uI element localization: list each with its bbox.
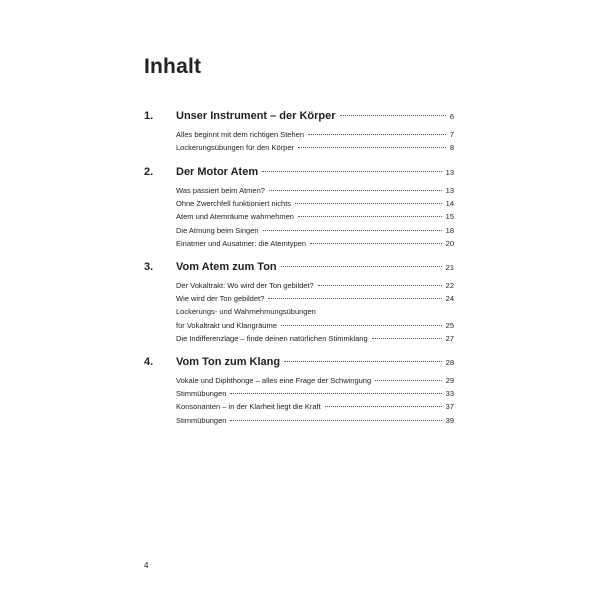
entry-page-number: 27 bbox=[445, 333, 454, 343]
toc-entry bbox=[176, 414, 454, 427]
dot-leader bbox=[281, 325, 442, 326]
entry-title: Stimmübungen bbox=[176, 389, 227, 399]
chapter-number: 1. bbox=[144, 110, 154, 122]
chapter-heading bbox=[144, 259, 454, 275]
dot-leader bbox=[298, 216, 442, 217]
entry-title: Atem und Atemräume wahrnehmen bbox=[176, 212, 294, 222]
entry-title: Ohne Zwerchfell funktioniert nichts bbox=[176, 199, 292, 209]
chapter-entries bbox=[176, 374, 454, 427]
entry-title: Die Atmung beim Singen bbox=[176, 225, 259, 235]
entry-page-number: 14 bbox=[445, 199, 454, 209]
entry-page-number: 33 bbox=[445, 389, 454, 399]
dot-leader bbox=[263, 230, 442, 231]
entry-title: Konsonanten – in der Klarheit liegt die Kraft bbox=[176, 402, 321, 412]
chapter-title: Vom Atem zum Ton bbox=[176, 261, 277, 273]
entry-page-number: 22 bbox=[445, 281, 454, 290]
entry-page-number: 20 bbox=[445, 238, 454, 248]
toc-entry bbox=[176, 374, 454, 387]
page-number: 4 bbox=[144, 561, 149, 570]
entry-title: Was passiert beim Atmen? bbox=[176, 186, 265, 195]
toc-entry bbox=[176, 279, 454, 292]
chapter-title: Vom Ton zum Klang bbox=[176, 356, 281, 368]
entry-page-number: 25 bbox=[445, 320, 454, 330]
dot-leader bbox=[269, 190, 442, 191]
dot-leader bbox=[281, 266, 442, 267]
chapter-2 bbox=[144, 164, 454, 250]
chapter-page-number: 28 bbox=[445, 358, 454, 367]
dot-leader bbox=[298, 147, 446, 148]
dot-leader bbox=[268, 298, 441, 299]
entry-title: Der Vokaltrakt: Wo wird der Ton gebildet? bbox=[176, 281, 314, 290]
dot-leader bbox=[308, 134, 446, 135]
toc-entry bbox=[176, 332, 454, 345]
dot-leader bbox=[284, 361, 442, 362]
chapter-page-number: 21 bbox=[445, 263, 454, 272]
toc-entry bbox=[176, 387, 454, 400]
toc-entry bbox=[176, 400, 454, 413]
dot-leader bbox=[372, 338, 442, 339]
entry-page-number: 7 bbox=[449, 130, 454, 139]
chapter-page-number: 6 bbox=[449, 112, 454, 121]
entry-page-number: 39 bbox=[445, 415, 454, 425]
toc-entry bbox=[176, 224, 454, 237]
chapter-heading bbox=[144, 164, 454, 180]
toc-entry bbox=[176, 210, 454, 223]
entry-page-number: 29 bbox=[445, 376, 454, 385]
chapter-entries bbox=[176, 128, 454, 154]
entry-title: Stimmübungen bbox=[176, 415, 227, 425]
chapter-1 bbox=[144, 108, 454, 154]
entry-page-number: 15 bbox=[445, 212, 454, 222]
toc-entry bbox=[176, 128, 454, 141]
dot-leader bbox=[340, 115, 446, 116]
entry-page-number: 13 bbox=[445, 186, 454, 195]
chapter-number: 4. bbox=[144, 356, 154, 368]
toc-entry bbox=[176, 237, 454, 250]
entry-page-number: 37 bbox=[445, 402, 454, 412]
entry-title: Die Indifferenzlage – finde deinen natürlichen Stimmklang bbox=[176, 333, 368, 343]
entry-title: Alles beginnt mit dem richtigen Stehen bbox=[176, 130, 304, 139]
toc-entry bbox=[176, 292, 454, 305]
dot-leader bbox=[230, 420, 441, 421]
toc-entry bbox=[176, 197, 454, 210]
dot-leader bbox=[230, 393, 441, 394]
chapter-heading bbox=[144, 108, 454, 124]
entry-title: für Vokaltrakt und Klangräume bbox=[176, 320, 277, 330]
chapter-title: Der Motor Atem bbox=[176, 166, 259, 178]
chapter-number: 2. bbox=[144, 166, 154, 178]
entry-title: Lockerungs- und Wahrnehmungsübungen bbox=[176, 307, 316, 317]
dot-leader bbox=[310, 243, 442, 244]
dot-leader bbox=[375, 380, 442, 381]
toc-entry-continued bbox=[176, 305, 454, 318]
toc-entry bbox=[176, 319, 454, 332]
dot-leader bbox=[325, 406, 442, 407]
dot-leader bbox=[318, 285, 442, 286]
entry-title: Einatmer und Ausatmer: die Atemtypen bbox=[176, 238, 307, 248]
chapter-page-number: 13 bbox=[445, 168, 454, 177]
chapter-entries bbox=[176, 279, 454, 345]
dot-leader bbox=[295, 203, 442, 204]
chapter-4 bbox=[144, 354, 454, 427]
chapter-heading bbox=[144, 354, 454, 370]
entry-page-number: 8 bbox=[449, 143, 454, 153]
entry-title: Lockerungsübungen für den Körper bbox=[176, 143, 295, 153]
toc-entry bbox=[176, 141, 454, 154]
entry-page-number: 24 bbox=[445, 294, 454, 304]
toc-entry bbox=[176, 184, 454, 197]
chapter-title: Unser Instrument – der Körper bbox=[176, 110, 336, 122]
dot-leader bbox=[262, 171, 442, 172]
chapter-number: 3. bbox=[144, 261, 154, 273]
entry-page-number: 18 bbox=[445, 225, 454, 235]
chapter-3 bbox=[144, 259, 454, 345]
chapter-entries bbox=[176, 184, 454, 250]
entry-title: Vokale und Diphthonge – alles eine Frage der Schwingung bbox=[176, 376, 372, 385]
page-title: Inhalt bbox=[144, 55, 202, 78]
entry-title: Wie wird der Ton gebildet? bbox=[176, 294, 265, 304]
